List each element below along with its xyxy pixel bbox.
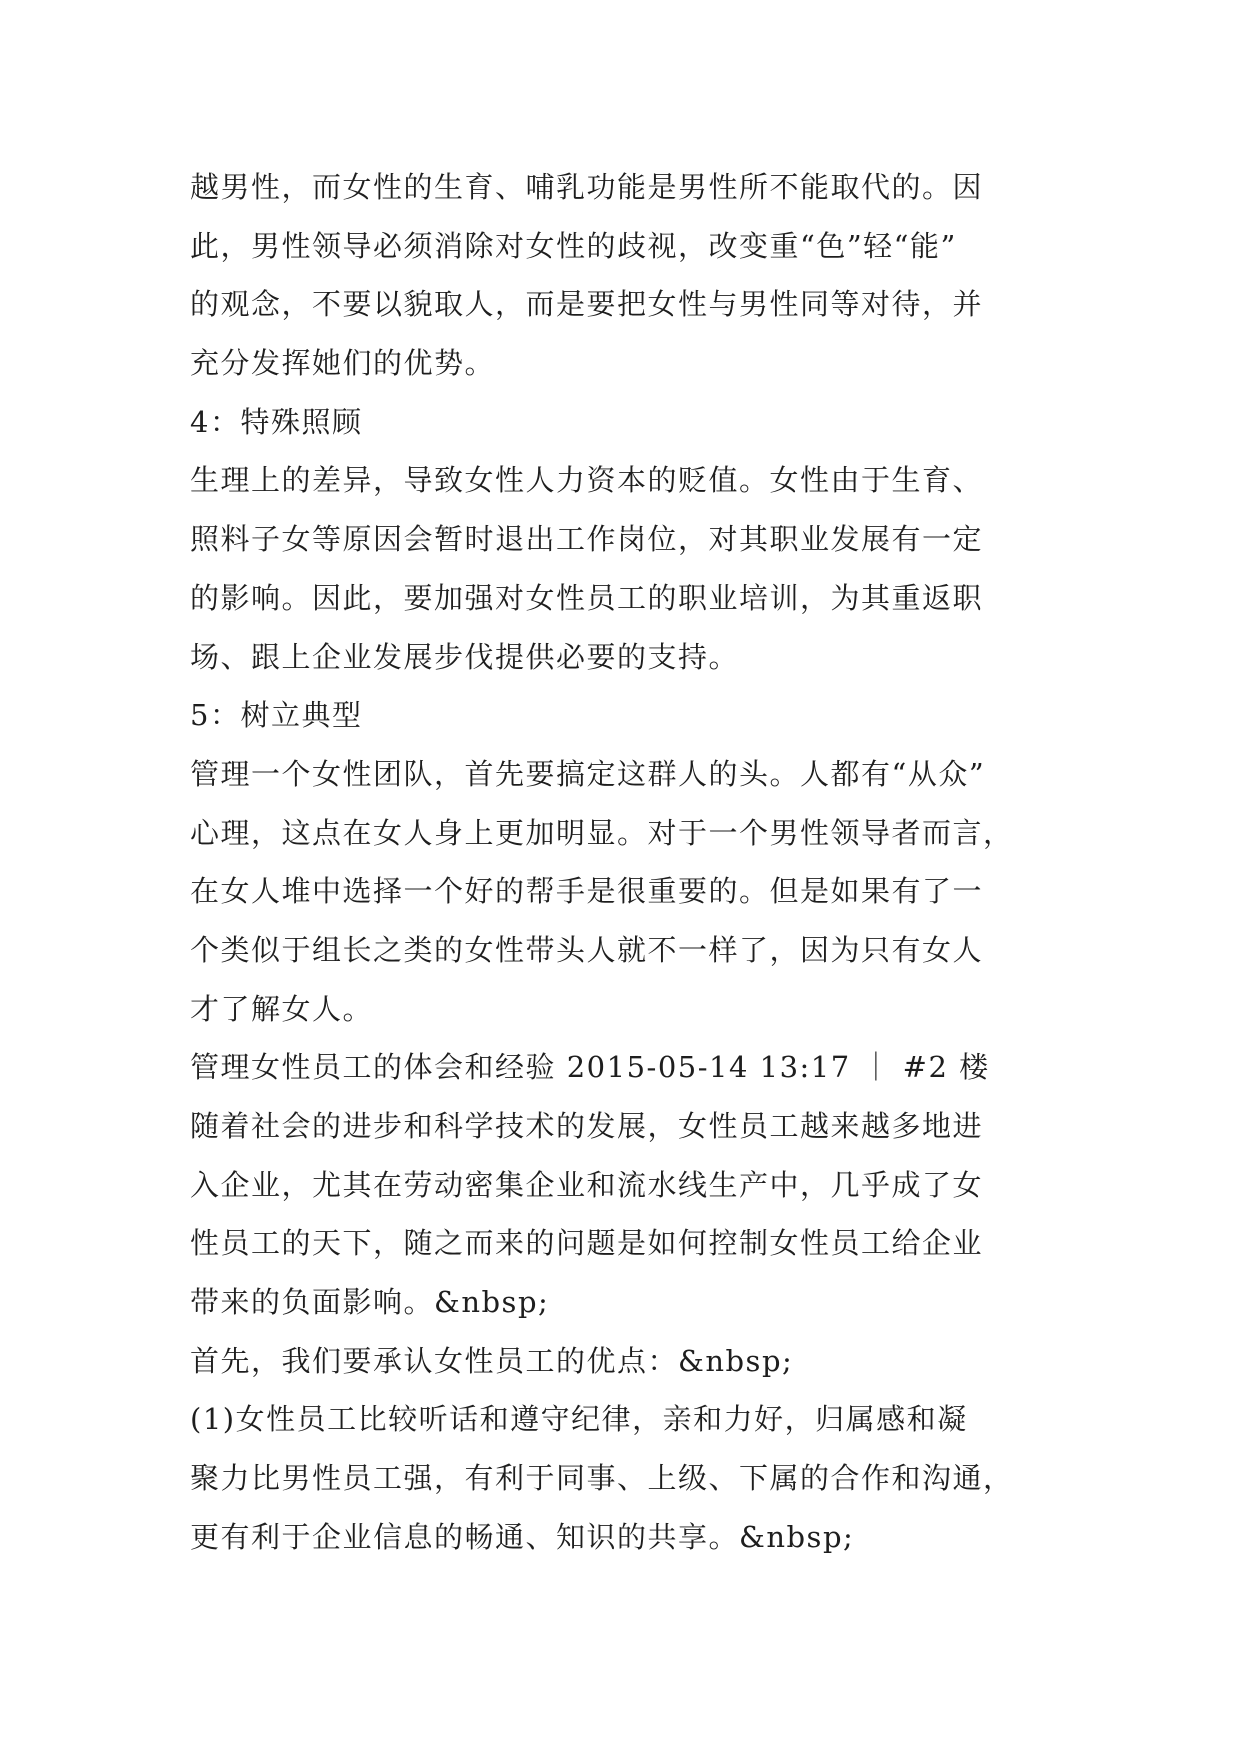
- text-line: 的观念，不要以貌取人，而是要把女性与男性同等对待，并: [190, 287, 984, 322]
- text-line: 在女人堆中选择一个好的帮手是很重要的。但是如果有了一: [190, 874, 984, 909]
- text-line: 更有利于企业信息的畅通、知识的共享。&nbsp;: [190, 1519, 855, 1554]
- section-heading: 5：树立典型: [190, 698, 363, 733]
- text-line: 场、跟上企业发展步伐提供必要的支持。: [190, 639, 740, 674]
- text-line: 生理上的差异，导致女性人力资本的贬值。女性由于生育、: [190, 463, 984, 498]
- text-line: (1)女性员工比较听话和遵守纪律，亲和力好，归属感和凝: [190, 1402, 968, 1437]
- text-line: 聚力比男性员工强，有利于同事、上级、下属的合作和沟通，: [190, 1461, 1014, 1496]
- post-header: 管理女性员工的体会和经验 2015-05-14 13:17 ｜ #2 楼: [190, 1050, 990, 1085]
- text-line: 管理一个女性团队，首先要搞定这群人的头。人都有“从众”: [190, 756, 986, 791]
- text-line: 越男性，而女性的生育、哺乳功能是男性所不能取代的。因: [190, 170, 984, 204]
- text-line: 性员工的天下，随之而来的问题是如何控制女性员工给企业: [190, 1226, 984, 1261]
- text-line: 首先，我们要承认女性员工的优点：&nbsp;: [190, 1343, 794, 1378]
- text-line: 的影响。因此，要加强对女性员工的职业培训，为其重返职: [190, 580, 984, 615]
- document-body: [190, 158, 1070, 1567]
- section-heading: 4：特殊照顾: [190, 404, 363, 439]
- text-line: 心理，这点在女人身上更加明显。对于一个男性领导者而言，: [190, 815, 1014, 850]
- text-line: 充分发挥她们的优势。: [190, 346, 496, 381]
- text-line: 才了解女人。: [190, 991, 374, 1026]
- text-line: 随着社会的进步和科学技术的发展，女性员工越来越多地进: [190, 1109, 984, 1143]
- text-line: 照料子女等原因会暂时退出工作岗位，对其职业发展有一定: [190, 522, 984, 557]
- text-line: 此，男性领导必须消除对女性的歧视，改变重“色”轻“能”: [190, 228, 957, 263]
- text-line: 入企业，尤其在劳动密集企业和流水线生产中，几乎成了女: [190, 1167, 984, 1202]
- text-line: 带来的负面影响。&nbsp;: [190, 1285, 550, 1320]
- text-line: 个类似于组长之类的女性带头人就不一样了，因为只有女人: [190, 932, 984, 967]
